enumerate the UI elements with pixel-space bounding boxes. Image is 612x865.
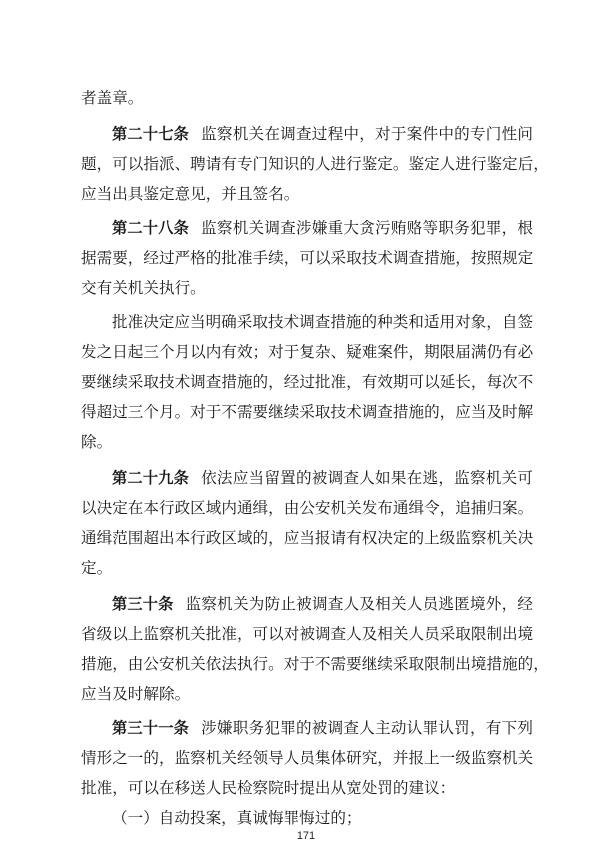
article-28-text-1: 监察机关调查涉嫌重大贪污贿赂等职务犯罪，根 xyxy=(201,219,533,237)
article-28-para-2-line-3: 要继续采取技术调查措施的，经过批准，有效期可以延长，每次不 xyxy=(81,373,534,391)
article-27-line-3: 应当出具鉴定意见，并且签名。 xyxy=(81,185,300,203)
prev-article-tail: 者盖章。 xyxy=(81,89,144,107)
article-27-line-2: 题，可以指派、聘请有专门知识的人进行鉴定。鉴定人进行鉴定后， xyxy=(81,155,549,173)
article-28-para-2-line-5: 除。 xyxy=(81,433,113,451)
article-30-title: 第三十条 xyxy=(112,595,174,613)
article-29-line-1 xyxy=(112,466,533,490)
article-29-line-4: 定。 xyxy=(81,559,113,577)
article-29-line-3: 通缉范围超出本行政区域的，应当报请有权决定的上级监察机关决 xyxy=(81,529,534,547)
article-31-item-1: （一）自动投案，真诚悔罪悔过的； xyxy=(112,809,362,827)
article-27-line-1 xyxy=(112,122,533,146)
article-31-title: 第三十一条 xyxy=(112,719,190,737)
article-28-title: 第二十八条 xyxy=(112,219,190,237)
article-31-line-1 xyxy=(112,716,533,740)
article-30-line-2: 省级以上监察机关批准，可以对被调查人及相关人员采取限制出境 xyxy=(81,625,534,643)
article-28-para-2-line-1: 批准决定应当明确采取技术调查措施的种类和适用对象，自签 xyxy=(112,313,534,331)
article-28-para-2-line-2: 发之日起三个月以内有效；对于复杂、疑难案件，期限届满仍有必 xyxy=(81,343,534,361)
article-31-line-3: 批准，可以在移送人民检察院时提出从宽处罚的建议： xyxy=(81,779,456,797)
article-31-line-2: 情形之一的，监察机关经领导人员集体研究，并报上一级监察机关 xyxy=(81,749,534,767)
article-30-line-1 xyxy=(112,592,533,616)
article-29-title: 第二十九条 xyxy=(112,469,190,487)
article-28-line-1 xyxy=(112,216,533,240)
article-28-line-2: 据需要，经过严格的批准手续，可以采取技术调查措施，按照规定 xyxy=(81,249,534,267)
article-27-text-1: 监察机关在调查过程中，对于案件中的专门性问 xyxy=(201,125,533,143)
article-30-line-4: 应当及时解除。 xyxy=(81,685,191,703)
article-29-text-1: 依法应当留置的被调查人如果在逃，监察机关可 xyxy=(201,469,533,487)
article-31-text-1: 涉嫌职务犯罪的被调查人主动认罪认罚，有下列 xyxy=(201,719,533,737)
article-28-para-2-line-4: 得超过三个月。对于不需要继续采取技术调查措施的，应当及时解 xyxy=(81,403,534,421)
article-30-line-3: 措施，由公安机关依法执行。对于不需要继续采取限制出境措施的， xyxy=(81,655,549,673)
article-28-line-3: 交有关机关执行。 xyxy=(81,279,206,297)
article-27-title: 第二十七条 xyxy=(112,125,190,143)
article-29-line-2: 以决定在本行政区域内通缉，由公安机关发布通缉令，追捕归案。 xyxy=(81,499,534,517)
page-number: 171 xyxy=(296,830,316,842)
article-30-text-1: 监察机关为防止被调查人及相关人员逃匿境外，经 xyxy=(185,595,533,613)
